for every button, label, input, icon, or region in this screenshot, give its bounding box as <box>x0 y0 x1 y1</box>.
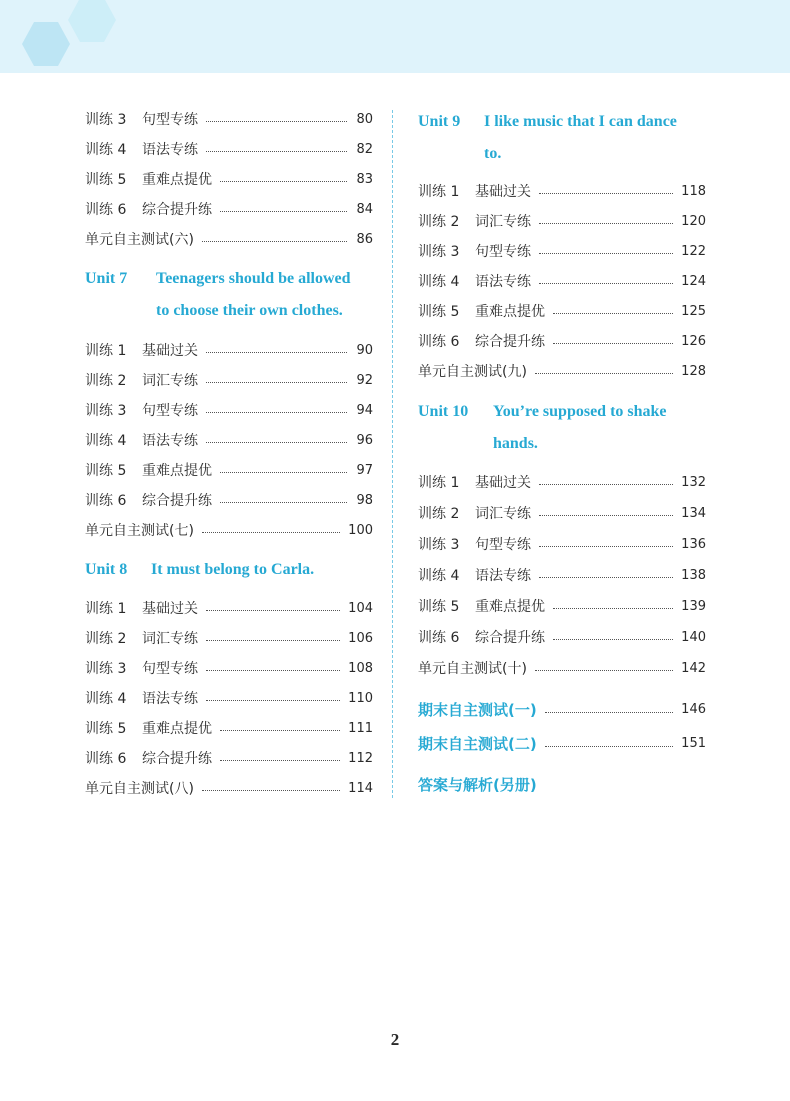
toc-entry[interactable]: 训练 4 语法专练 138 <box>418 567 706 584</box>
page-number: 118 <box>681 183 706 199</box>
final-test-entry-1[interactable]: 期末自主测试(一) 146 <box>418 700 706 719</box>
toc-entry[interactable]: 训练 5 重难点提优 125 <box>418 303 706 320</box>
toc-entry[interactable]: 训练 6 综合提升练 98 <box>85 492 373 509</box>
page-number: 83 <box>356 171 373 187</box>
toc-entry[interactable]: 训练 3 句型专练 122 <box>418 243 706 260</box>
page-number: 84 <box>356 201 373 217</box>
unit-heading-9[interactable]: Unit 9 I like music that I can dance to. <box>418 113 677 162</box>
toc-entry[interactable]: 训练 6 综合提升练 140 <box>418 629 706 646</box>
toc-entry[interactable]: 训练 3 句型专练 80 <box>85 111 373 128</box>
unit-heading-7[interactable]: Unit 7 Teenagers should be allowed to choose their own clothes. <box>85 270 351 319</box>
toc-entry[interactable]: 训练 4 语法专练 82 <box>85 141 373 158</box>
page-number: 98 <box>356 492 373 508</box>
toc-entry[interactable]: 训练 1 基础过关 90 <box>85 342 373 359</box>
unit-test-entry[interactable]: 单元自主测试(七) 100 <box>85 522 373 539</box>
toc-entry[interactable]: 训练 1 基础过关 104 <box>85 600 373 617</box>
page-number: 139 <box>681 598 706 614</box>
unit-heading-10[interactable]: Unit 10 You’re supposed to shake hands. <box>418 403 667 452</box>
answers-entry[interactable]: 答案与解析(另册) <box>418 776 537 794</box>
toc-entry[interactable]: 训练 4 语法专练 96 <box>85 432 373 449</box>
page-number: 111 <box>348 720 373 736</box>
toc-entry[interactable]: 训练 2 词汇专练 120 <box>418 213 706 230</box>
page-number: 92 <box>356 372 373 388</box>
unit-test-entry[interactable]: 单元自主测试(九) 128 <box>418 363 706 380</box>
page-number: 142 <box>681 660 706 676</box>
final-test-entry-2[interactable]: 期末自主测试(二) 151 <box>418 734 706 753</box>
page-number: 146 <box>681 701 706 717</box>
page-number: 110 <box>348 690 373 706</box>
hexagon-decoration <box>22 22 70 66</box>
page-number: 128 <box>681 363 706 379</box>
page-number: 108 <box>348 660 373 676</box>
toc-entry[interactable]: 训练 6 综合提升练 84 <box>85 201 373 218</box>
toc-entry[interactable]: 训练 6 综合提升练 112 <box>85 750 373 767</box>
page-number: 140 <box>681 629 706 645</box>
page-number: 82 <box>356 141 373 157</box>
page-number: 104 <box>348 600 373 616</box>
toc-entry[interactable]: 训练 6 综合提升练 126 <box>418 333 706 350</box>
page-number: 97 <box>356 462 373 478</box>
page-number: 138 <box>681 567 706 583</box>
hexagon-decoration <box>68 0 116 42</box>
toc-entry[interactable]: 训练 3 句型专练 108 <box>85 660 373 677</box>
toc-entry[interactable]: 训练 4 语法专练 124 <box>418 273 706 290</box>
page-number: 96 <box>356 432 373 448</box>
header-band <box>0 0 790 73</box>
toc-entry[interactable]: 训练 2 词汇专练 106 <box>85 630 373 647</box>
page-number: 90 <box>356 342 373 358</box>
toc-entry[interactable]: 训练 4 语法专练 110 <box>85 690 373 707</box>
page-number: 122 <box>681 243 706 259</box>
page-number: 94 <box>356 402 373 418</box>
page-number: 120 <box>681 213 706 229</box>
page-number: 132 <box>681 474 706 490</box>
page-number: 134 <box>681 505 706 521</box>
toc-entry[interactable]: 训练 5 重难点提优 83 <box>85 171 373 188</box>
toc-entry[interactable]: 训练 5 重难点提优 111 <box>85 720 373 737</box>
page-number: 151 <box>681 735 706 751</box>
page-number: 125 <box>681 303 706 319</box>
page-number: 126 <box>681 333 706 349</box>
page-number: 112 <box>348 750 373 766</box>
column-divider <box>392 110 393 798</box>
unit-heading-8[interactable]: Unit 8 It must belong to Carla. <box>85 561 315 578</box>
toc-entry[interactable]: 训练 3 句型专练 136 <box>418 536 706 553</box>
page-number: 136 <box>681 536 706 552</box>
toc-entry[interactable]: 训练 2 词汇专练 92 <box>85 372 373 389</box>
toc-entry[interactable]: 训练 5 重难点提优 97 <box>85 462 373 479</box>
toc-entry[interactable]: 训练 1 基础过关 118 <box>418 183 706 200</box>
page-number: 106 <box>348 630 373 646</box>
toc-entry[interactable]: 训练 1 基础过关 132 <box>418 474 706 491</box>
toc-entry[interactable]: 训练 5 重难点提优 139 <box>418 598 706 615</box>
page-number: 80 <box>356 111 373 127</box>
unit-test-entry[interactable]: 单元自主测试(十) 142 <box>418 660 706 677</box>
page-number: 86 <box>356 231 373 247</box>
toc-entry[interactable]: 训练 2 词汇专练 134 <box>418 505 706 522</box>
unit-test-entry[interactable]: 单元自主测试(六) 86 <box>85 231 373 248</box>
toc-entry[interactable]: 训练 3 句型专练 94 <box>85 402 373 419</box>
page-number: 124 <box>681 273 706 289</box>
page-number-footer: 2 <box>390 1030 400 1049</box>
page-number: 114 <box>348 780 373 796</box>
page-number: 100 <box>348 522 373 538</box>
unit-test-entry[interactable]: 单元自主测试(八) 114 <box>85 780 373 797</box>
